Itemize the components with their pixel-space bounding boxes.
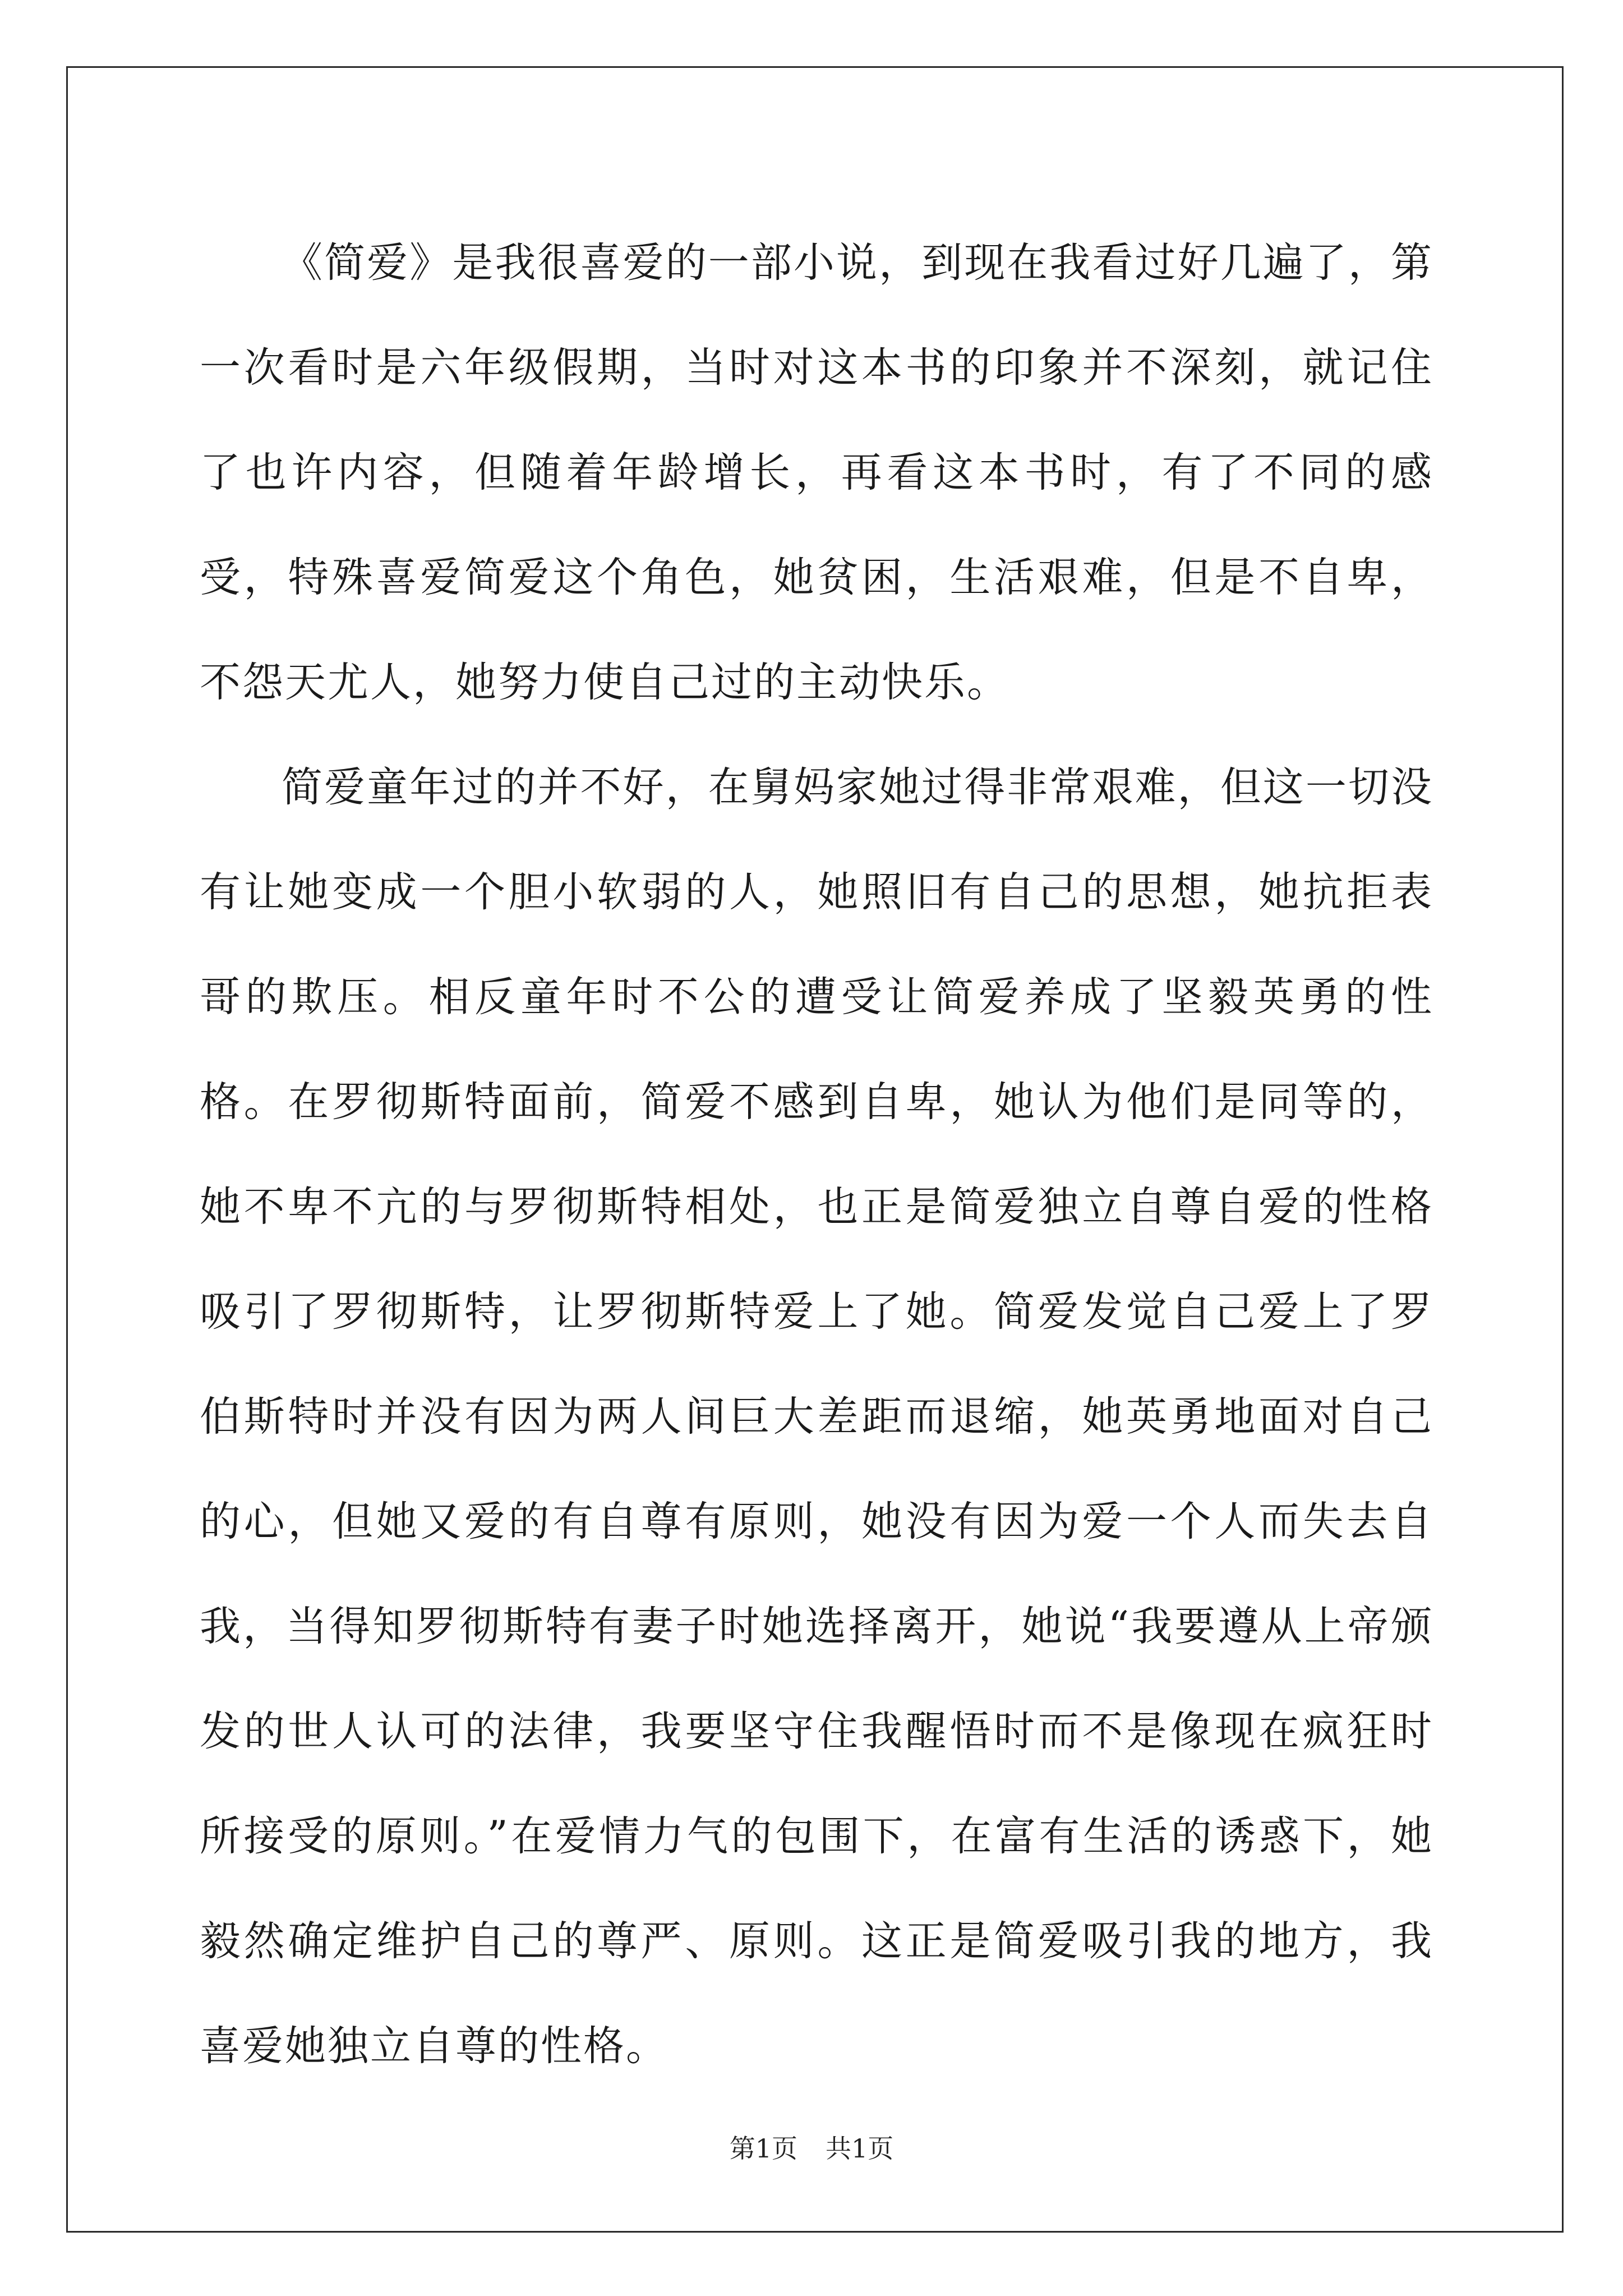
paragraph-2: 简爱童年过的并不好，在舅妈家她过得非常艰难，但这一切没有让她变成一个胆小软弱的人，她照旧有自己的思想，她抗拒表哥的欺压。相反童年时不公的遭受让简爱养成了坚毅英勇的性格。在罗彻斯特面前，简爱不感到自卑，她认为他们是同等的，她不卑不亢的与罗彻斯特相处，也正是简爱独立自尊自爱的性格吸引了罗彻斯特，让罗彻斯特爱上了她。简爱发觉自己爱上了罗伯斯特时并没有因为两人间巨大差距而退缩，她英勇地面对自己的心，但她又爱的有自尊有原则，她没有因为爱一个人而失去自我，当得知罗彻斯特有妻子时她选择离开，她说“我要遵从上帝颁发的世人认可的法律，我要坚守住我醒悟时而不是像现在疯狂时所接受的原则。”在爱情力气的包围下，在富有生活的诱惑下，她毅然确定维护自己的尊严、原则。这正是简爱吸引我的地方，我喜爱她独立自尊的性格。: [200, 763, 1433, 2070]
page-footer: [0, 2132, 1623, 2165]
document-body: [200, 210, 1433, 2099]
page-number-total: 共1页: [826, 2133, 894, 2164]
page-number-current: 第1页: [729, 2133, 797, 2164]
paragraph-1: 《简爱》是我很喜爱的一部小说，到现在我看过好几遍了，第一次看时是六年级假期，当时对这本书的印象并不深刻，就记住了也许内容，但随着年龄增长，再看这本书时，有了不同的感受，特殊喜爱简爱这个角色，她贫困，生活艰难，但是不自卑，不怨天尤人，她努力使自己过的主动快乐。: [200, 239, 1433, 706]
